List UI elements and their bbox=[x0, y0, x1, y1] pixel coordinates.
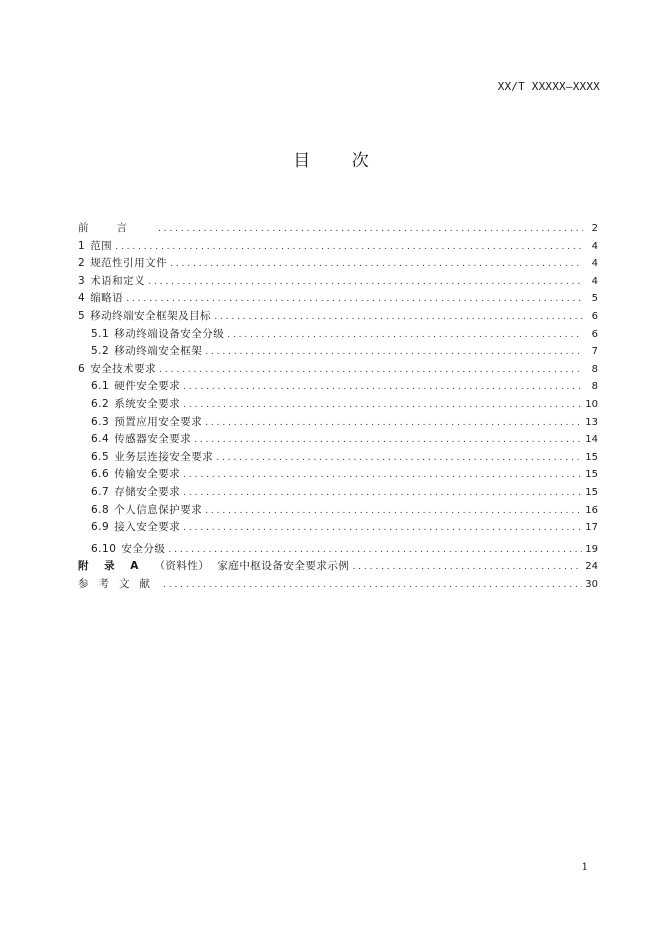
toc-entry-number: 5.1 bbox=[91, 327, 110, 340]
toc-entry[interactable] bbox=[78, 290, 598, 308]
toc-entry[interactable] bbox=[78, 449, 598, 467]
toc-entry-label: 移动终端设备安全分级 bbox=[114, 327, 225, 340]
toc-entry-label: 接入安全要求 bbox=[114, 521, 181, 534]
leader-dots bbox=[159, 363, 583, 375]
toc-entry-label: 家庭中枢设备安全要求示例 bbox=[217, 560, 350, 573]
toc-entry-number: 5.2 bbox=[91, 345, 110, 358]
toc-entry[interactable] bbox=[78, 255, 598, 273]
toc-entry-page: 7 bbox=[591, 346, 598, 358]
toc-entry-number: 3 bbox=[78, 274, 86, 287]
toc-entry-page: 4 bbox=[591, 275, 598, 287]
leader-dots bbox=[183, 398, 582, 410]
toc-entry-number: 6.7 bbox=[91, 485, 110, 498]
toc-entry-number: 6.8 bbox=[91, 503, 110, 516]
toc-entry[interactable] bbox=[78, 519, 598, 537]
leader-dots bbox=[205, 504, 582, 516]
toc-title: 目 次 bbox=[293, 151, 369, 171]
toc-entry-label: 安全技术要求 bbox=[90, 362, 157, 375]
toc-entry-label: 前言 bbox=[78, 222, 155, 234]
toc-entry-label: 缩略语 bbox=[90, 292, 124, 305]
toc-entry-label: 个人信息保护要求 bbox=[114, 503, 203, 516]
toc-entry-number: 2 bbox=[78, 257, 86, 270]
toc-entry-page: 19 bbox=[585, 543, 598, 555]
toc-entry-foreword[interactable] bbox=[78, 220, 598, 238]
toc-entry-number: 6.9 bbox=[91, 521, 110, 534]
toc-entry[interactable] bbox=[78, 541, 598, 559]
toc-entry-page: 2 bbox=[591, 223, 598, 234]
toc-entry[interactable] bbox=[78, 484, 598, 502]
toc-entry-page: 30 bbox=[585, 578, 598, 590]
appendix-note: （资料性） bbox=[154, 560, 210, 573]
leader-dots bbox=[115, 240, 583, 252]
toc-entry-page: 4 bbox=[591, 240, 598, 252]
leader-dots bbox=[227, 328, 583, 340]
toc-entry[interactable] bbox=[78, 361, 598, 379]
standard-code: XX/T XXXXX—XXXX bbox=[497, 80, 600, 93]
toc-entry[interactable] bbox=[78, 396, 598, 414]
toc-entry[interactable] bbox=[78, 431, 598, 449]
leader-dots bbox=[205, 416, 582, 428]
toc-entry-number: 6.5 bbox=[91, 450, 110, 463]
toc-entry-page: 5 bbox=[591, 293, 598, 305]
leader-dots bbox=[352, 560, 582, 572]
toc-entry-page: 10 bbox=[585, 398, 598, 410]
toc-entry-label: 存储安全要求 bbox=[114, 485, 181, 498]
toc-entry-page: 16 bbox=[585, 504, 598, 516]
toc-entry[interactable] bbox=[78, 238, 598, 256]
toc-entry-label: 业务层连接安全要求 bbox=[114, 450, 214, 463]
toc-entry-label: 规范性引用文件 bbox=[90, 257, 168, 270]
toc-entry-number: 4 bbox=[78, 292, 86, 305]
toc-entry-number: 6 bbox=[78, 362, 86, 375]
toc-entry-number: 6.2 bbox=[91, 397, 110, 410]
toc-entry[interactable] bbox=[78, 273, 598, 291]
toc-entry-page: 8 bbox=[591, 381, 598, 393]
toc-entry-number: 6.3 bbox=[91, 415, 110, 428]
toc-entry[interactable] bbox=[78, 414, 598, 432]
leader-dots bbox=[158, 222, 583, 234]
toc-entry-label: 预置应用安全要求 bbox=[114, 415, 203, 428]
toc-entry-number: 6.1 bbox=[91, 380, 110, 393]
toc-entry-label: 范围 bbox=[90, 239, 113, 252]
toc-entry-number: 6.4 bbox=[91, 433, 110, 446]
toc-entry-label: 术语和定义 bbox=[90, 274, 146, 287]
toc-entry[interactable] bbox=[78, 466, 598, 484]
toc-entry-page: 8 bbox=[591, 363, 598, 375]
toc-entry-label: 硬件安全要求 bbox=[114, 380, 181, 393]
leader-dots bbox=[205, 345, 583, 357]
toc-entry-label: 传感器安全要求 bbox=[114, 433, 192, 446]
toc-entry-page: 6 bbox=[591, 310, 598, 322]
toc-entry-page: 15 bbox=[585, 451, 598, 463]
toc-entry[interactable] bbox=[78, 502, 598, 520]
toc-entry-label: 传输安全要求 bbox=[114, 468, 181, 481]
toc-entry-number: 5 bbox=[78, 309, 86, 322]
toc-entry-label: 移动终端安全框架及目标 bbox=[90, 309, 212, 322]
toc-entry-page: 17 bbox=[585, 522, 598, 534]
page-number: 1 bbox=[581, 862, 588, 873]
leader-dots bbox=[183, 468, 582, 480]
leader-dots bbox=[183, 486, 582, 498]
leader-dots bbox=[183, 521, 582, 533]
toc-entry-number: 1 bbox=[78, 239, 86, 252]
leader-dots bbox=[148, 275, 583, 287]
toc-entry-number: 6.6 bbox=[91, 468, 110, 481]
toc-entry-appendix-a[interactable] bbox=[78, 558, 598, 576]
toc-entry-page: 24 bbox=[585, 561, 598, 573]
leader-dots bbox=[214, 310, 583, 322]
toc-entry-references[interactable] bbox=[78, 576, 598, 594]
leader-dots bbox=[183, 380, 583, 392]
toc-entry-label: 系统安全要求 bbox=[114, 397, 181, 410]
toc-entry[interactable] bbox=[78, 326, 598, 344]
toc-entry-page: 14 bbox=[585, 434, 598, 446]
toc-entry-number: 6.10 bbox=[91, 542, 117, 555]
toc-entry-page: 15 bbox=[585, 469, 598, 481]
toc-entry[interactable] bbox=[78, 378, 598, 396]
toc-entry-label: 移动终端安全框架 bbox=[114, 345, 203, 358]
toc-entry[interactable] bbox=[78, 308, 598, 326]
toc-entry-page: 4 bbox=[591, 258, 598, 270]
leader-dots bbox=[170, 257, 583, 269]
leader-dots bbox=[216, 451, 582, 463]
toc-entry-label: 参考文献 bbox=[78, 577, 160, 590]
toc-entry-label: 安全分级 bbox=[121, 542, 166, 555]
leader-dots bbox=[168, 543, 582, 555]
toc-entry-page: 15 bbox=[585, 486, 598, 498]
toc-entry-page: 13 bbox=[585, 416, 598, 428]
leader-dots bbox=[194, 433, 582, 445]
toc-entry[interactable] bbox=[78, 343, 598, 361]
leader-dots bbox=[126, 292, 583, 304]
appendix-heading: 附 录 A bbox=[78, 560, 145, 573]
table-of-contents bbox=[78, 220, 598, 593]
toc-entry-page: 6 bbox=[591, 328, 598, 340]
leader-dots bbox=[163, 578, 582, 590]
